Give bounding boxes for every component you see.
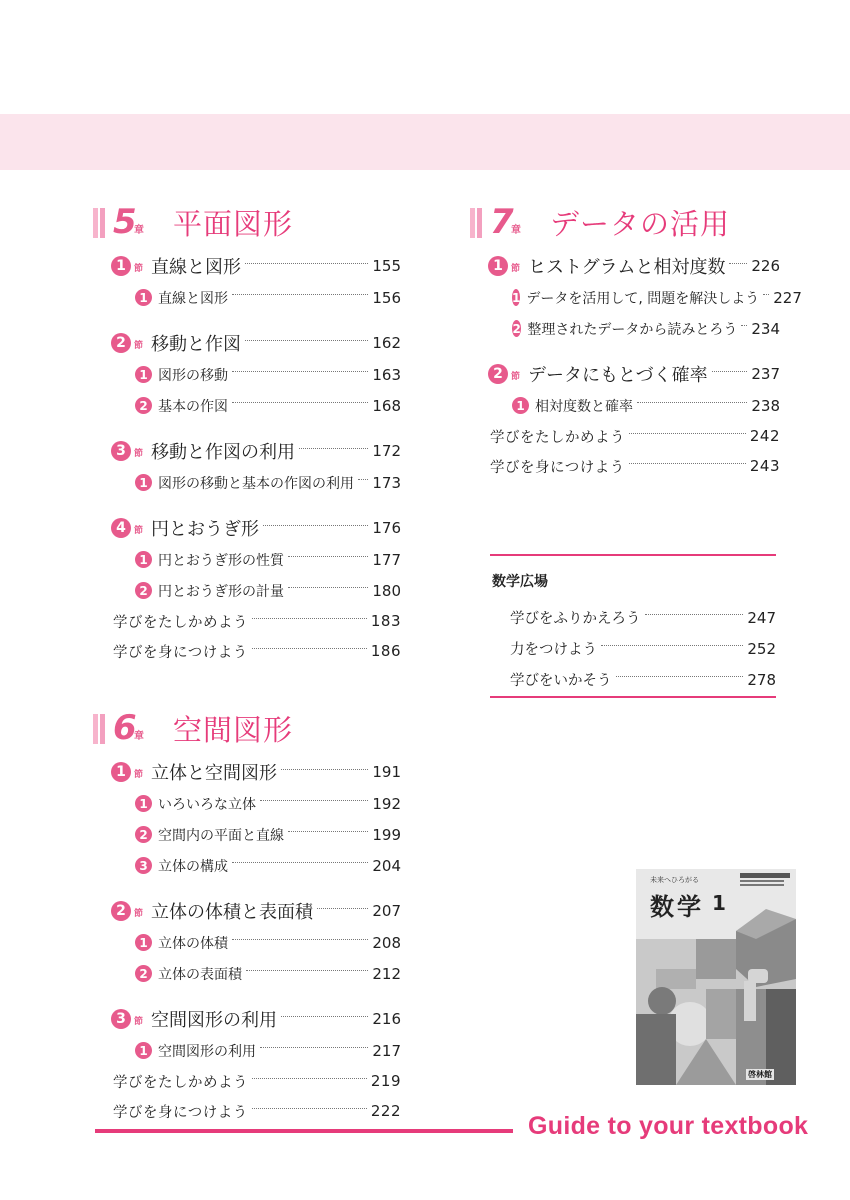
subsection-entry[interactable] (93, 544, 401, 575)
page-number: 156 (372, 288, 401, 307)
page-number: 177 (372, 550, 401, 569)
leader-dots (281, 769, 368, 770)
page-number: 222 (370, 1102, 401, 1120)
leader-dots (288, 587, 368, 588)
section-number-badge: 1 (488, 256, 508, 276)
leader-dots (281, 1016, 368, 1017)
entry-label: 空間内の平面と直線 (158, 827, 284, 844)
subsection-number-badge: 2 (135, 397, 152, 414)
entry-label: 空間図形の利用 (151, 1010, 278, 1031)
entry-label: 学びをいかそう (510, 673, 612, 689)
chapter-7-entries (470, 250, 802, 481)
leader-dots (645, 614, 744, 615)
entry-label: 相対度数と確率 (535, 398, 633, 415)
chapter-5-heading (93, 200, 401, 250)
section-entry[interactable] (93, 250, 401, 282)
entry-label: データを活用して, 問題を解決しよう (526, 290, 760, 307)
chapter-title: 平面図形 (173, 207, 294, 241)
review-entry[interactable] (93, 1096, 401, 1126)
leader-dots (629, 433, 746, 434)
entry-label: 立体の体積と表面積 (151, 902, 314, 923)
spacer (93, 313, 401, 327)
page-number: 173 (372, 473, 401, 492)
subsection-entry[interactable] (93, 927, 401, 958)
guide-to-textbook-label: Guide to your textbook (528, 1112, 809, 1140)
spacer (93, 989, 401, 1003)
page-number: 208 (372, 933, 401, 952)
entry-label: 円とおうぎ形 (151, 519, 260, 540)
page-number: 163 (372, 365, 401, 384)
subsection-number-badge: 2 (512, 321, 521, 336)
leader-dots (252, 648, 367, 649)
leader-dots (252, 1078, 367, 1079)
section-number-badge: 1 (111, 762, 131, 782)
leader-dots (288, 556, 368, 557)
chapter-5-entries (93, 250, 401, 666)
page-number: 278 (747, 670, 776, 689)
subsection-number-badge: 2 (135, 826, 152, 843)
hiroba-title: 数学広場 (492, 574, 548, 590)
entry-label: 直線と図形 (158, 290, 228, 307)
page-number: 242 (749, 427, 780, 445)
chapter-number: 6 (113, 708, 137, 748)
section-number-badge: 3 (111, 441, 131, 461)
subsection-entry[interactable] (470, 282, 802, 313)
entry-label: ヒストグラムと相対度数 (528, 257, 726, 278)
section-entry[interactable] (93, 512, 401, 544)
hiroba-bottom-rule (490, 696, 776, 698)
leader-dots (601, 645, 743, 646)
page-number: 176 (372, 519, 401, 537)
cover-tagline: 未来へひろがる (650, 876, 699, 884)
leader-dots (299, 448, 368, 449)
review-entry[interactable] (470, 421, 780, 451)
subsection-number-badge: 1 (512, 397, 529, 414)
entry-label: 学びをたしかめよう (113, 614, 248, 631)
subsection-number-badge: 1 (512, 290, 521, 305)
chapter-bars-decoration (470, 208, 484, 238)
chapter-bars-decoration (93, 208, 107, 238)
entry-label: 円とおうぎ形の性質 (158, 552, 284, 569)
page-number: 247 (747, 608, 776, 627)
sugaku-hiroba-section (492, 572, 776, 695)
entry-label: 整理されたデータから読みとろう (527, 321, 738, 338)
entry-label: 移動と作図 (151, 334, 242, 355)
subsection-number-badge: 1 (135, 795, 152, 812)
chapter-number: 7 (490, 202, 514, 242)
subsection-entry[interactable] (93, 1035, 401, 1066)
review-entry[interactable] (492, 664, 776, 695)
subsection-entry[interactable] (93, 958, 401, 989)
review-entry[interactable] (93, 606, 401, 636)
section-entry[interactable] (470, 358, 780, 390)
section-suffix: 節 (134, 449, 144, 459)
page-number: 191 (372, 763, 401, 781)
entry-label: 学びを身につけよう (113, 644, 248, 661)
subsection-entry[interactable] (93, 819, 401, 850)
page-number: 180 (372, 581, 401, 600)
section-entry[interactable] (93, 1003, 401, 1035)
subsection-number-badge: 2 (135, 965, 152, 982)
chapter-suffix: 章 (134, 731, 144, 742)
section-suffix: 節 (134, 1017, 144, 1027)
leader-dots (232, 939, 368, 940)
page-number: 172 (372, 442, 401, 460)
leader-dots (741, 325, 747, 326)
section-number-badge: 1 (111, 256, 131, 276)
review-entry[interactable] (492, 602, 776, 633)
leader-dots (263, 525, 368, 526)
page-number: 186 (370, 642, 401, 660)
page-number: 155 (372, 257, 401, 275)
page-number: 168 (372, 396, 401, 415)
page-number: 243 (749, 457, 780, 475)
cover-publisher: 啓林館 (748, 1070, 772, 1079)
entry-label: 学びをたしかめよう (113, 1074, 248, 1091)
section-entry[interactable] (93, 435, 401, 467)
leader-dots (260, 1047, 368, 1048)
section-entry[interactable] (470, 250, 780, 282)
chapter-6-heading (93, 706, 401, 756)
entry-label: 立体と空間図形 (151, 763, 278, 784)
page-number: 212 (372, 964, 401, 983)
subsection-entry[interactable] (93, 788, 401, 819)
leader-dots (232, 294, 368, 295)
page-number: 192 (372, 794, 401, 813)
entry-label: 学びを身につけよう (490, 459, 625, 476)
leader-dots (232, 402, 368, 403)
leader-dots (288, 831, 368, 832)
leader-dots (729, 263, 747, 264)
entry-label: いろいろな立体 (158, 796, 256, 813)
section-number-badge: 2 (111, 901, 131, 921)
page-number: 226 (751, 257, 780, 275)
leader-dots (763, 294, 769, 295)
page-number: 234 (751, 319, 780, 338)
section-number-badge: 3 (111, 1009, 131, 1029)
hiroba-entries (492, 602, 776, 695)
leader-dots (260, 800, 368, 801)
subsection-entry[interactable] (93, 390, 401, 421)
section-number-badge: 4 (111, 518, 131, 538)
leader-dots (358, 479, 368, 480)
spacer (93, 421, 401, 435)
entry-label: 力をつけよう (510, 642, 597, 658)
leader-dots (317, 908, 368, 909)
subsection-number-badge: 1 (135, 1042, 152, 1059)
entry-label: 円とおうぎ形の計量 (158, 583, 284, 600)
page-number: 217 (372, 1041, 401, 1060)
subsection-number-badge: 1 (135, 289, 152, 306)
subsection-entry[interactable] (470, 390, 780, 421)
section-entry[interactable] (93, 756, 401, 788)
leader-dots (232, 371, 368, 372)
subsection-entry[interactable] (93, 850, 401, 881)
subsection-entry[interactable] (470, 313, 780, 344)
leader-dots (637, 402, 747, 403)
spacer (470, 344, 780, 358)
entry-label: 学びをふりかえろう (510, 611, 641, 627)
section-suffix: 節 (134, 264, 144, 274)
chapter-6-entries (93, 756, 401, 1126)
spacer (93, 881, 401, 895)
subsection-number-badge: 2 (135, 582, 152, 599)
review-entry[interactable] (93, 636, 401, 666)
page-number: 238 (751, 396, 780, 415)
review-entry[interactable] (93, 1066, 401, 1096)
entry-label: 立体の表面積 (158, 966, 242, 983)
toc-right-column (470, 200, 802, 481)
entry-label: 学びをたしかめよう (490, 429, 625, 446)
section-entry[interactable] (93, 895, 401, 927)
header-band (0, 114, 850, 170)
page-number: 199 (372, 825, 401, 844)
chapter-7-heading (470, 200, 780, 250)
entry-label: 空間図形の利用 (158, 1043, 256, 1060)
review-entry[interactable] (492, 633, 776, 664)
leader-dots (232, 862, 368, 863)
subsection-entry[interactable] (93, 467, 401, 498)
entry-label: 図形の移動と基本の作図の利用 (158, 475, 354, 492)
section-suffix: 節 (134, 526, 144, 536)
chapter-title: データの活用 (550, 207, 731, 241)
chapter-bars-decoration (93, 714, 107, 744)
entry-label: 立体の構成 (158, 858, 228, 875)
chapter-suffix: 章 (134, 225, 144, 236)
entry-label: データにもとづく確率 (528, 365, 708, 386)
textbook-cover-image (636, 869, 796, 1085)
chapter-suffix: 章 (511, 225, 521, 236)
page-number: 227 (773, 288, 802, 307)
entry-label: 立体の体積 (158, 935, 228, 952)
subsection-number-badge: 3 (135, 857, 152, 874)
page-number: 216 (372, 1010, 401, 1028)
chapter-number: 5 (113, 202, 137, 242)
cover-title: 数学 (650, 893, 704, 921)
subsection-number-badge: 1 (135, 474, 152, 491)
entry-label: 移動と作図の利用 (151, 442, 296, 463)
page-number: 252 (747, 639, 776, 658)
page-number: 162 (372, 334, 401, 352)
leader-dots (629, 463, 746, 464)
leader-dots (252, 618, 367, 619)
section-suffix: 節 (134, 770, 144, 780)
subsection-number-badge: 1 (135, 366, 152, 383)
subsection-entry[interactable] (93, 282, 401, 313)
section-number-badge: 2 (488, 364, 508, 384)
page-number: 237 (751, 365, 780, 383)
section-suffix: 節 (134, 909, 144, 919)
page-number: 183 (370, 612, 401, 630)
entry-label: 学びを身につけよう (113, 1104, 248, 1121)
leader-dots (246, 970, 368, 971)
section-number-badge: 2 (111, 333, 131, 353)
page-number: 219 (370, 1072, 401, 1090)
entry-label: 直線と図形 (151, 257, 242, 278)
entry-label: 基本の作図 (158, 398, 228, 415)
hiroba-top-rule (490, 554, 776, 556)
page-number: 204 (372, 856, 401, 875)
subsection-number-badge: 1 (135, 934, 152, 951)
leader-dots (252, 1108, 367, 1109)
leader-dots (245, 340, 368, 341)
review-entry[interactable] (470, 451, 780, 481)
section-suffix: 節 (511, 264, 521, 274)
leader-dots (616, 676, 744, 677)
toc-left-column (93, 200, 401, 1126)
spacer (93, 498, 401, 512)
subsection-number-badge: 1 (135, 551, 152, 568)
subsection-entry[interactable] (93, 575, 401, 606)
entry-label: 図形の移動 (158, 367, 228, 384)
section-suffix: 節 (134, 341, 144, 351)
footer-rule (95, 1129, 513, 1133)
section-entry[interactable] (93, 327, 401, 359)
section-suffix: 節 (511, 372, 521, 382)
leader-dots (712, 371, 748, 372)
cover-grade: 1 (712, 891, 726, 915)
subsection-entry[interactable] (93, 359, 401, 390)
chapter-title: 空間図形 (173, 713, 294, 747)
page-number: 207 (372, 902, 401, 920)
leader-dots (245, 263, 368, 264)
